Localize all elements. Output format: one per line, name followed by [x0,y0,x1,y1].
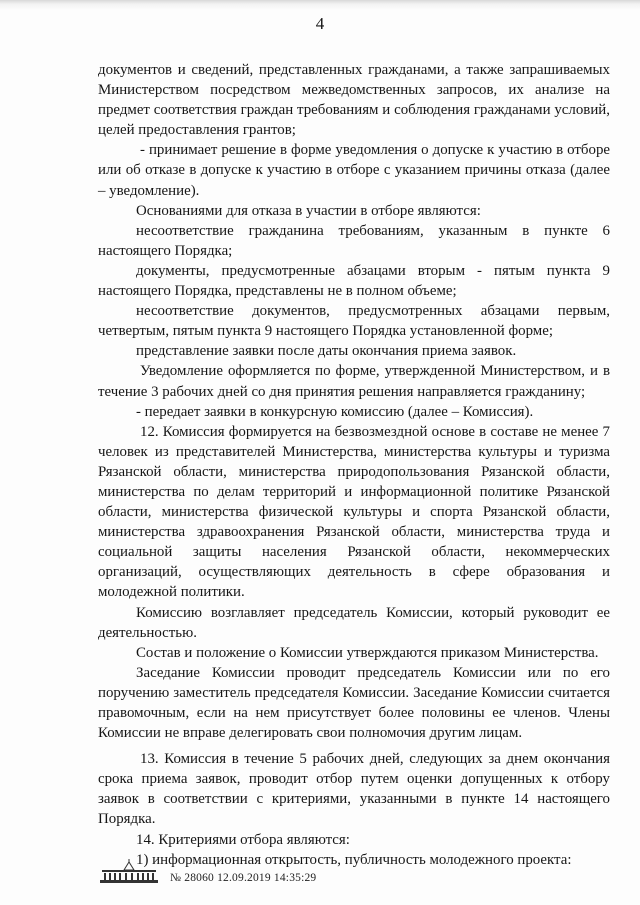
building-logo-icon [98,858,160,884]
document-number: № 28060 12.09.2019 14:35:29 [170,872,317,884]
page-number: 4 [315,14,325,33]
paragraph: несоответствие документов, предусмотренных абзацами первым, четвертым, пятым пункта 9 настоящего Порядка установленной форме; [98,303,610,340]
paragraph: Заседание Комиссии проводит председатель Комиссии или по его поручению заместитель председателя Комиссии. Заседание Комиссии считается правомочным, если на нем присутствует более половины ее членов. Члены Комиссии не вправе делегировать свои полномочия другим лицам. [98,664,610,742]
paragraph: Основаниями для отказа в участии в отборе являются: [136,202,481,219]
paragraph: Комиссию возглавляет председатель Комиссии, который руководит ее деятельностью. [98,604,610,641]
paragraph: 14. Критериями отбора являются: [136,831,350,848]
paragraph: 13. Комиссия в течение 5 рабочих дней, следующих за днем окончания срока приема заявок, проводит отбор путем оценки допущенных к отбору заявок в соответствии с критериями, указанными в пункте 14 настоящего Порядка. [98,751,610,828]
paragraph: - принимает решение в форме уведомления о допуске к участию в отборе или об отказе в допуске к участию в отборе с указанием причины отказа (далее – уведомление). [98,142,610,199]
paragraph: Состав и положение о Комиссии утверждаются приказом Министерства. [136,644,599,661]
paragraph: представление заявки после даты окончания приема заявок. [136,343,517,360]
document-stamp [98,858,316,884]
paragraph: 12. Комиссия формируется на безвозмездной основе в составе не менее 7 человек из представителей Министерства, министерства культуры и туризма Рязанской области, министерства природопользования Рязанской области, министерства по делам территорий и информационной политике Рязанской области, министерства физической культуры и спорта Рязанской области, министерства здравоохранения Рязанской области, министерства труда и социальной защиты населения Рязанской области, некоммерческих организаций, осуществляющих деятельность в сфере образования и молодежной политики. [98,423,610,601]
paragraph: документов и сведений, представленных гражданами, а также запрашиваемых Министерством посредством межведомственных запросов, их анализе на предмет соответствия граждан требованиям и соблюдения гражданами условий, целей предоставления грантов; [98,62,610,139]
paragraph: 1) информационная открытость, публичность молодежного проекта: [136,851,572,868]
paragraph: Уведомление оформляется по форме, утвержденной Министерством, и в течение 3 рабочих дней со дня принятия решения направляется гражданину; [98,363,610,400]
paragraph: - передает заявки в конкурсную комиссию (далее – Комиссия). [136,403,534,420]
document-body [98,60,610,870]
scan-edge [0,0,640,10]
paragraph: несоответствие гражданина требованиям, указанным в пункте 6 настоящего Порядка; [98,222,610,259]
paragraph: документы, предусмотренные абзацами вторым - пятым пункта 9 настоящего Порядка, представлены не в полном объеме; [98,262,610,300]
